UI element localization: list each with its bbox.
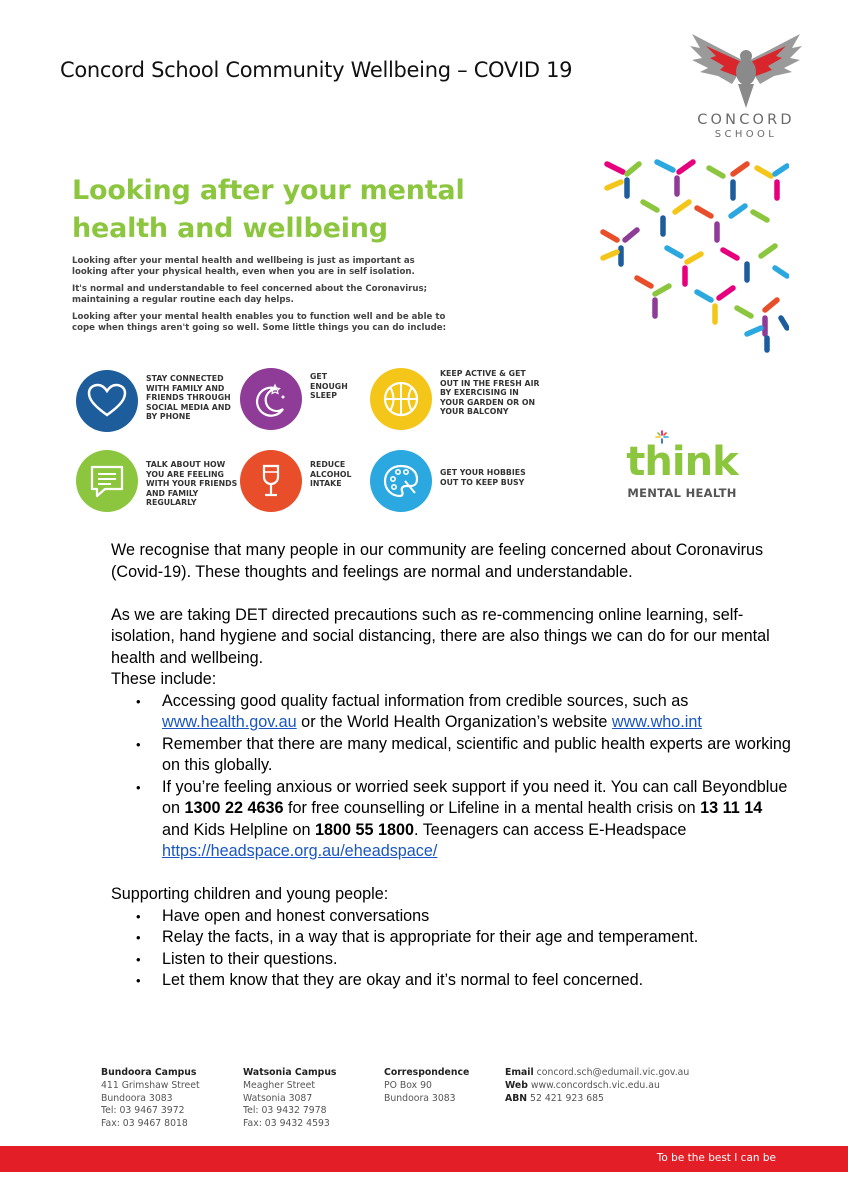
think-mental-health-logo (617, 430, 747, 500)
beyondblue-number: 1300 22 4636 (184, 799, 284, 817)
health-gov-link[interactable]: www.health.gov.au (162, 713, 297, 731)
speech-bubble-icon (76, 450, 138, 512)
footer-correspondence: Correspondence PO Box 90 Bundoora 3083 (384, 1067, 470, 1104)
poster-heading-line1: Looking after your mental (72, 175, 465, 206)
logo-name: CONCORD (697, 112, 795, 128)
tips-list (111, 691, 791, 863)
list-item: • Have open and honest conversations (111, 906, 791, 928)
tip-reduce-alcohol (240, 450, 362, 512)
poster-paragraph: Looking after your mental health enables you to function well and be able to cope when things aren't going so well. Some little things you can do include: (72, 312, 447, 333)
poster-paragraph: It's normal and understandable to feel concerned about the Coronavirus; maintaining a regular routine each day helps. (72, 284, 428, 305)
footer-bar (0, 1146, 848, 1172)
tip-label: TALK ABOUT HOW YOU ARE FEELING WITH YOUR FRIENDS AND FAMILY REGULARLY (146, 460, 238, 508)
tip-hobbies (370, 450, 530, 512)
paint-palette-icon (370, 450, 432, 512)
kids-helpline-number: 1800 55 1800 (314, 820, 415, 839)
list-item: • Remember that there are many medical, scientific and public health experts are working on this globally. (111, 734, 791, 777)
intro-paragraph: We recognise that many people in our community are feeling concerned about Coronavirus (Covid-19). These thoughts and feelings are normal and understandable. (111, 541, 764, 581)
eheadspace-link[interactable]: https://headspace.org.au/eheadspace/ (162, 842, 438, 860)
footer-bundoora: Bundoora Campus 411 Grimshaw Street Bundoora 3083 Tel: 03 9467 3972 Fax: 03 9467 8018 (101, 1067, 200, 1130)
poster-heading (72, 172, 465, 248)
list-item: • Let them know that they are okay and it’s normal to feel concerned. (111, 970, 791, 992)
support-list (111, 906, 791, 992)
moon-stars-icon (240, 368, 302, 430)
decorative-sticks-graphic (597, 158, 789, 353)
list-item: • If you’re feeling anxious or worried seek support if you need it. You can call Beyondblue on 1300 22 4636 for free counselling or Lifeline in a mental health crisis on 13 11 14 and Kids Helpline on 1800 55 1800. Teenagers can access E-Headspace https://headspace.org.au/eheadspace/ (111, 777, 791, 863)
logo-subtitle: SCHOOL (714, 129, 778, 140)
list-item: • Accessing good quality factual information from credible sources, such as www.health.gov.au or the World Health Organization’s website www.who.int (111, 691, 791, 734)
school-motto: To be the best I can be (656, 1152, 776, 1164)
page-title: Concord School Community Wellbeing – COVID 19 (60, 58, 573, 82)
footer-contact: Email concord.sch@edumail.vic.gov.au Web www.concordsch.vic.edu.au ABN 52 421 923 685 (505, 1067, 690, 1104)
footer-watsonia: Watsonia Campus Meagher Street Watsonia 3087 Tel: 03 9432 7978 Fax: 03 9432 4593 (243, 1067, 337, 1130)
tip-keep-active (370, 368, 540, 430)
precautions-paragraph: As we are taking DET directed precautions such as re-commencing online learning, self-isolation, hand hygiene and social distancing, there are also things we can do for our mental health and wellbeing. (111, 605, 770, 667)
supporting-heading: Supporting children and young people: (111, 885, 389, 903)
poster-heading-line2: health and wellbeing (72, 213, 388, 244)
basketball-icon (370, 368, 432, 430)
wine-glass-icon (240, 450, 302, 512)
tip-talk-about (76, 450, 238, 512)
tip-label: GET ENOUGH SLEEP (310, 372, 348, 401)
lifeline-number: 13 11 14 (700, 799, 763, 817)
list-item: • Listen to their questions. (111, 949, 791, 971)
web-link[interactable]: www.concordsch.vic.edu.au (530, 1079, 660, 1091)
tip-get-sleep (240, 368, 362, 430)
tip-label: KEEP ACTIVE & GET OUT IN THE FRESH AIR BY EXERCISING IN YOUR GARDEN OR ON YOUR BALCONY (440, 369, 540, 417)
body-text (111, 540, 791, 992)
list-item: • Relay the facts, in a way that is appropriate for their age and temperament. (111, 927, 791, 949)
poster-paragraph: Looking after your mental health and wellbeing is just as important as looking after your physical health, even when you are in self isolation. (72, 256, 415, 277)
eagle-icon (686, 32, 806, 110)
who-link[interactable]: www.who.int (611, 713, 702, 731)
email-link[interactable]: concord.sch@edumail.vic.gov.au (536, 1067, 690, 1078)
tip-label: STAY CONNECTED WITH FAMILY AND FRIENDS THROUGH SOCIAL MEDIA AND BY PHONE (146, 374, 231, 422)
think-word: think (626, 439, 738, 485)
school-logo (684, 32, 808, 150)
tip-label: REDUCE ALCOHOL INTAKE (310, 460, 352, 489)
think-subtitle: MENTAL HEALTH (627, 486, 737, 500)
tip-label: GET YOUR HOBBIES OUT TO KEEP BUSY (440, 468, 526, 487)
heart-icon (76, 370, 138, 432)
these-include-label: These include: (111, 670, 217, 688)
poster-intro (72, 256, 452, 340)
tip-stay-connected (76, 370, 238, 432)
wellbeing-poster (60, 158, 790, 518)
